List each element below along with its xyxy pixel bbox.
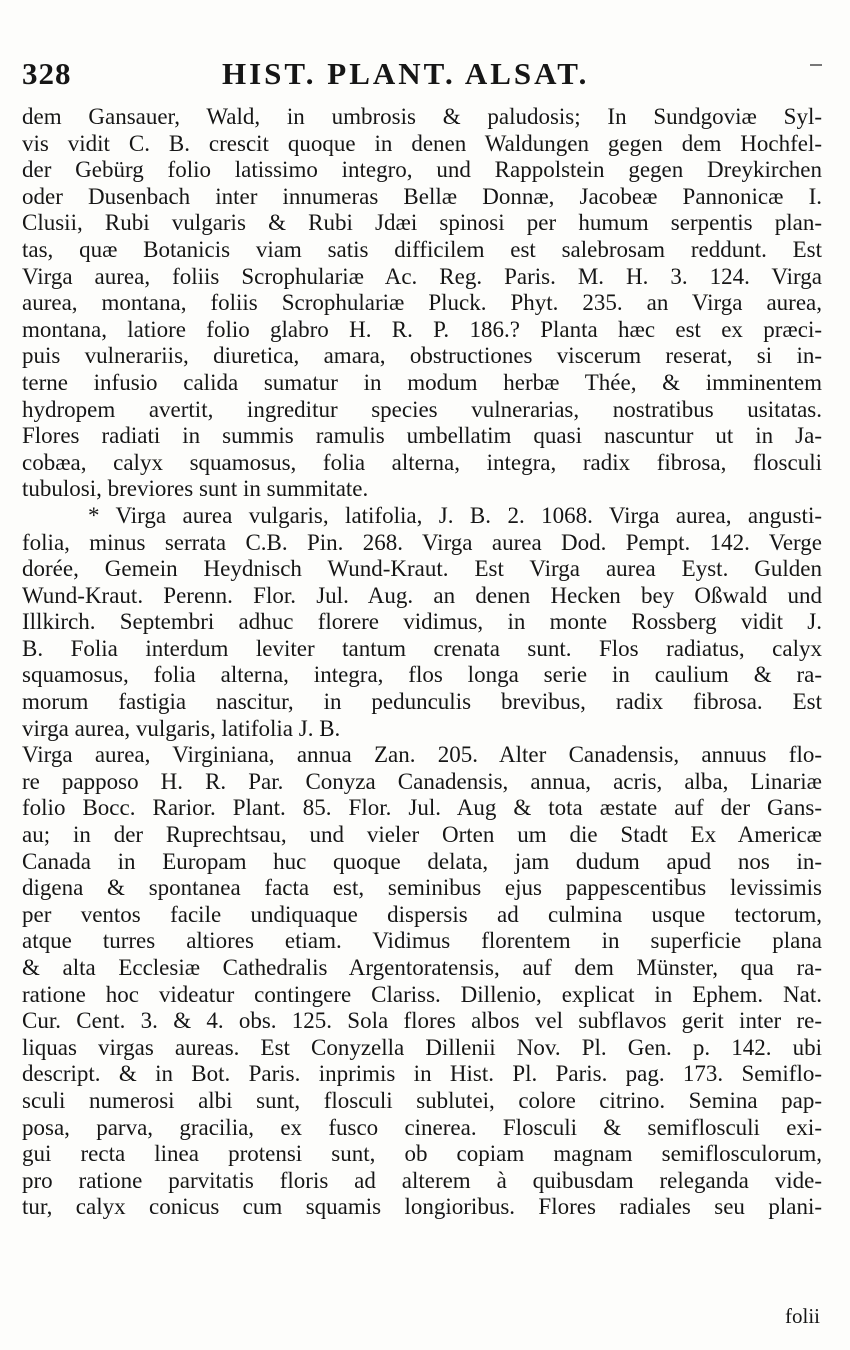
text-line: oder Dusenbach inter innumeras Bellæ Donnæ, Jacobeæ Pannonicæ I. [22, 183, 822, 209]
text-line: sculi numerosi albi sunt, flosculi sublutei, colore citrino. Semina pap- [22, 1087, 822, 1113]
text-line: descript. & in Bot. Paris. inprimis in Hist. Pl. Paris. pag. 173. Semiflo- [22, 1061, 822, 1087]
text-line: Virga aurea, foliis Scrophulariæ Ac. Reg. Paris. M. H. 3. 124. Virga [22, 263, 822, 289]
margin-mark [810, 64, 822, 66]
body-text [22, 104, 822, 1221]
text-line: dem Gansauer, Wald, in umbrosis & paludosis; In Sundgoviæ Syl- [22, 104, 822, 129]
text-line: Canada in Europam huc quoque delata, jam dudum apud nos in- [22, 848, 822, 874]
text-line: au; in der Ruprechtsau, und vieler Orten um die Stadt Ex Americæ [22, 822, 822, 848]
text-line: tur, calyx conicus cum squamis longioribus. Flores radiales seu plani- [22, 1194, 822, 1220]
text-line: per ventos facile undiquaque dispersis ad culmina usque tectorum, [22, 901, 822, 927]
text-line: Illkirch. Septembri adhuc florere vidimus, in monte Rossberg vidit J. [22, 609, 822, 635]
text-line: puis vulnerariis, diuretica, amara, obstructiones viscerum reserat, si in- [22, 343, 822, 369]
text-line: terne infusio calida sumatur in modum herbæ Thée, & imminentem [22, 369, 822, 395]
text-line: dorée, Gemein Heydnisch Wund-Kraut. Est Virga aurea Eyst. Gulden [22, 556, 822, 582]
text-line: B. Folia interdum leviter tantum crenata sunt. Flos radiatus, calyx [22, 635, 822, 661]
text-line: Clusii, Rubi vulgaris & Rubi Jdæi spinosi per humum serpentis plan- [22, 210, 822, 236]
catchword: folii [785, 1304, 820, 1328]
text-line: virga aurea, vulgaris, latifolia J. B. [22, 715, 341, 741]
text-line: cobæa, calyx squamosus, folia alterna, integra, radix fibrosa, flosculi [22, 449, 822, 475]
page-number: 328 [22, 56, 72, 91]
text-line: Virga aurea, Virginiana, annua Zan. 205. Alter Canadensis, annuus flo- [22, 742, 822, 768]
text-line: gui recta linea protensi sunt, ob copiam magnam semiflosculorum, [22, 1141, 822, 1167]
text-line: * Virga aurea vulgaris, latifolia, J. B. 2. 1068. Virga aurea, angusti- [88, 502, 822, 528]
text-line: re papposo H. R. Par. Conyza Canadensis, annua, acris, alba, Linariæ [22, 768, 822, 794]
text-line: tubulosi, breviores sunt in summitate. [22, 476, 369, 502]
text-line: vis vidit C. B. crescit quoque in denen Waldungen gegen dem Hochfel- [22, 130, 822, 156]
text-line: Wund-Kraut. Perenn. Flor. Jul. Aug. an denen Hecken bey Oßwald und [22, 582, 822, 608]
text-line: Cur. Cent. 3. & 4. obs. 125. Sola flores albos vel subflavos gerit inter re- [22, 1008, 822, 1034]
text-line: morum fastigia nascitur, in pedunculis brevibus, radix fibrosa. Est [22, 689, 822, 715]
text-line: squamosus, folia alterna, integra, flos longa serie in caulium & ra- [22, 662, 822, 688]
text-line: der Gebürg folio latissimo integro, und Rappolstein gegen Dreykirchen [22, 157, 822, 183]
text-line: & alta Ecclesiæ Cathedralis Argentoratensis, auf dem Münster, qua ra- [22, 955, 822, 980]
text-line: Flores radiati in summis ramulis umbellatim quasi nascuntur ut in Ja- [22, 423, 822, 449]
text-line: atque turres altiores etiam. Vidimus florentem in superficie plana [22, 928, 822, 954]
text-line: aurea, montana, foliis Scrophulariæ Pluck. Phyt. 235. an Virga aurea, [22, 290, 822, 316]
text-line: posa, parva, gracilia, ex fusco cinerea. Flosculi & semiflosculi exi- [22, 1114, 822, 1140]
running-title: HIST. PLANT. ALSAT. [222, 56, 590, 91]
text-line: hydropem avertit, ingreditur species vulnerarias, nostratibus usitatas. [22, 396, 822, 422]
text-line: folia, minus serrata C.B. Pin. 268. Virga aurea Dod. Pempt. 142. Verge [22, 529, 822, 555]
text-line: liquas virgas aureas. Est Conyzella Dillenii Nov. Pl. Gen. p. 142. ubi [22, 1034, 822, 1060]
text-line: tas, quæ Botanicis viam satis difficilem est salebrosam reddunt. Est [22, 236, 822, 262]
text-line: ratione hoc videatur contingere Clariss. Dillenio, explicat in Ephem. Nat. [22, 981, 822, 1007]
text-line: pro ratione parvitatis floris ad alterem à quibusdam releganda vide- [22, 1167, 822, 1193]
page-header [22, 56, 822, 96]
text-line: digena & spontanea facta est, seminibus ejus pappescentibus levissimis [22, 875, 822, 901]
text-line: folio Bocc. Rarior. Plant. 85. Flor. Jul. Aug & tota æstate auf der Gans- [22, 795, 822, 821]
text-line: montana, latiore folio glabro H. R. P. 186.? Planta hæc est ex præci- [22, 316, 822, 342]
